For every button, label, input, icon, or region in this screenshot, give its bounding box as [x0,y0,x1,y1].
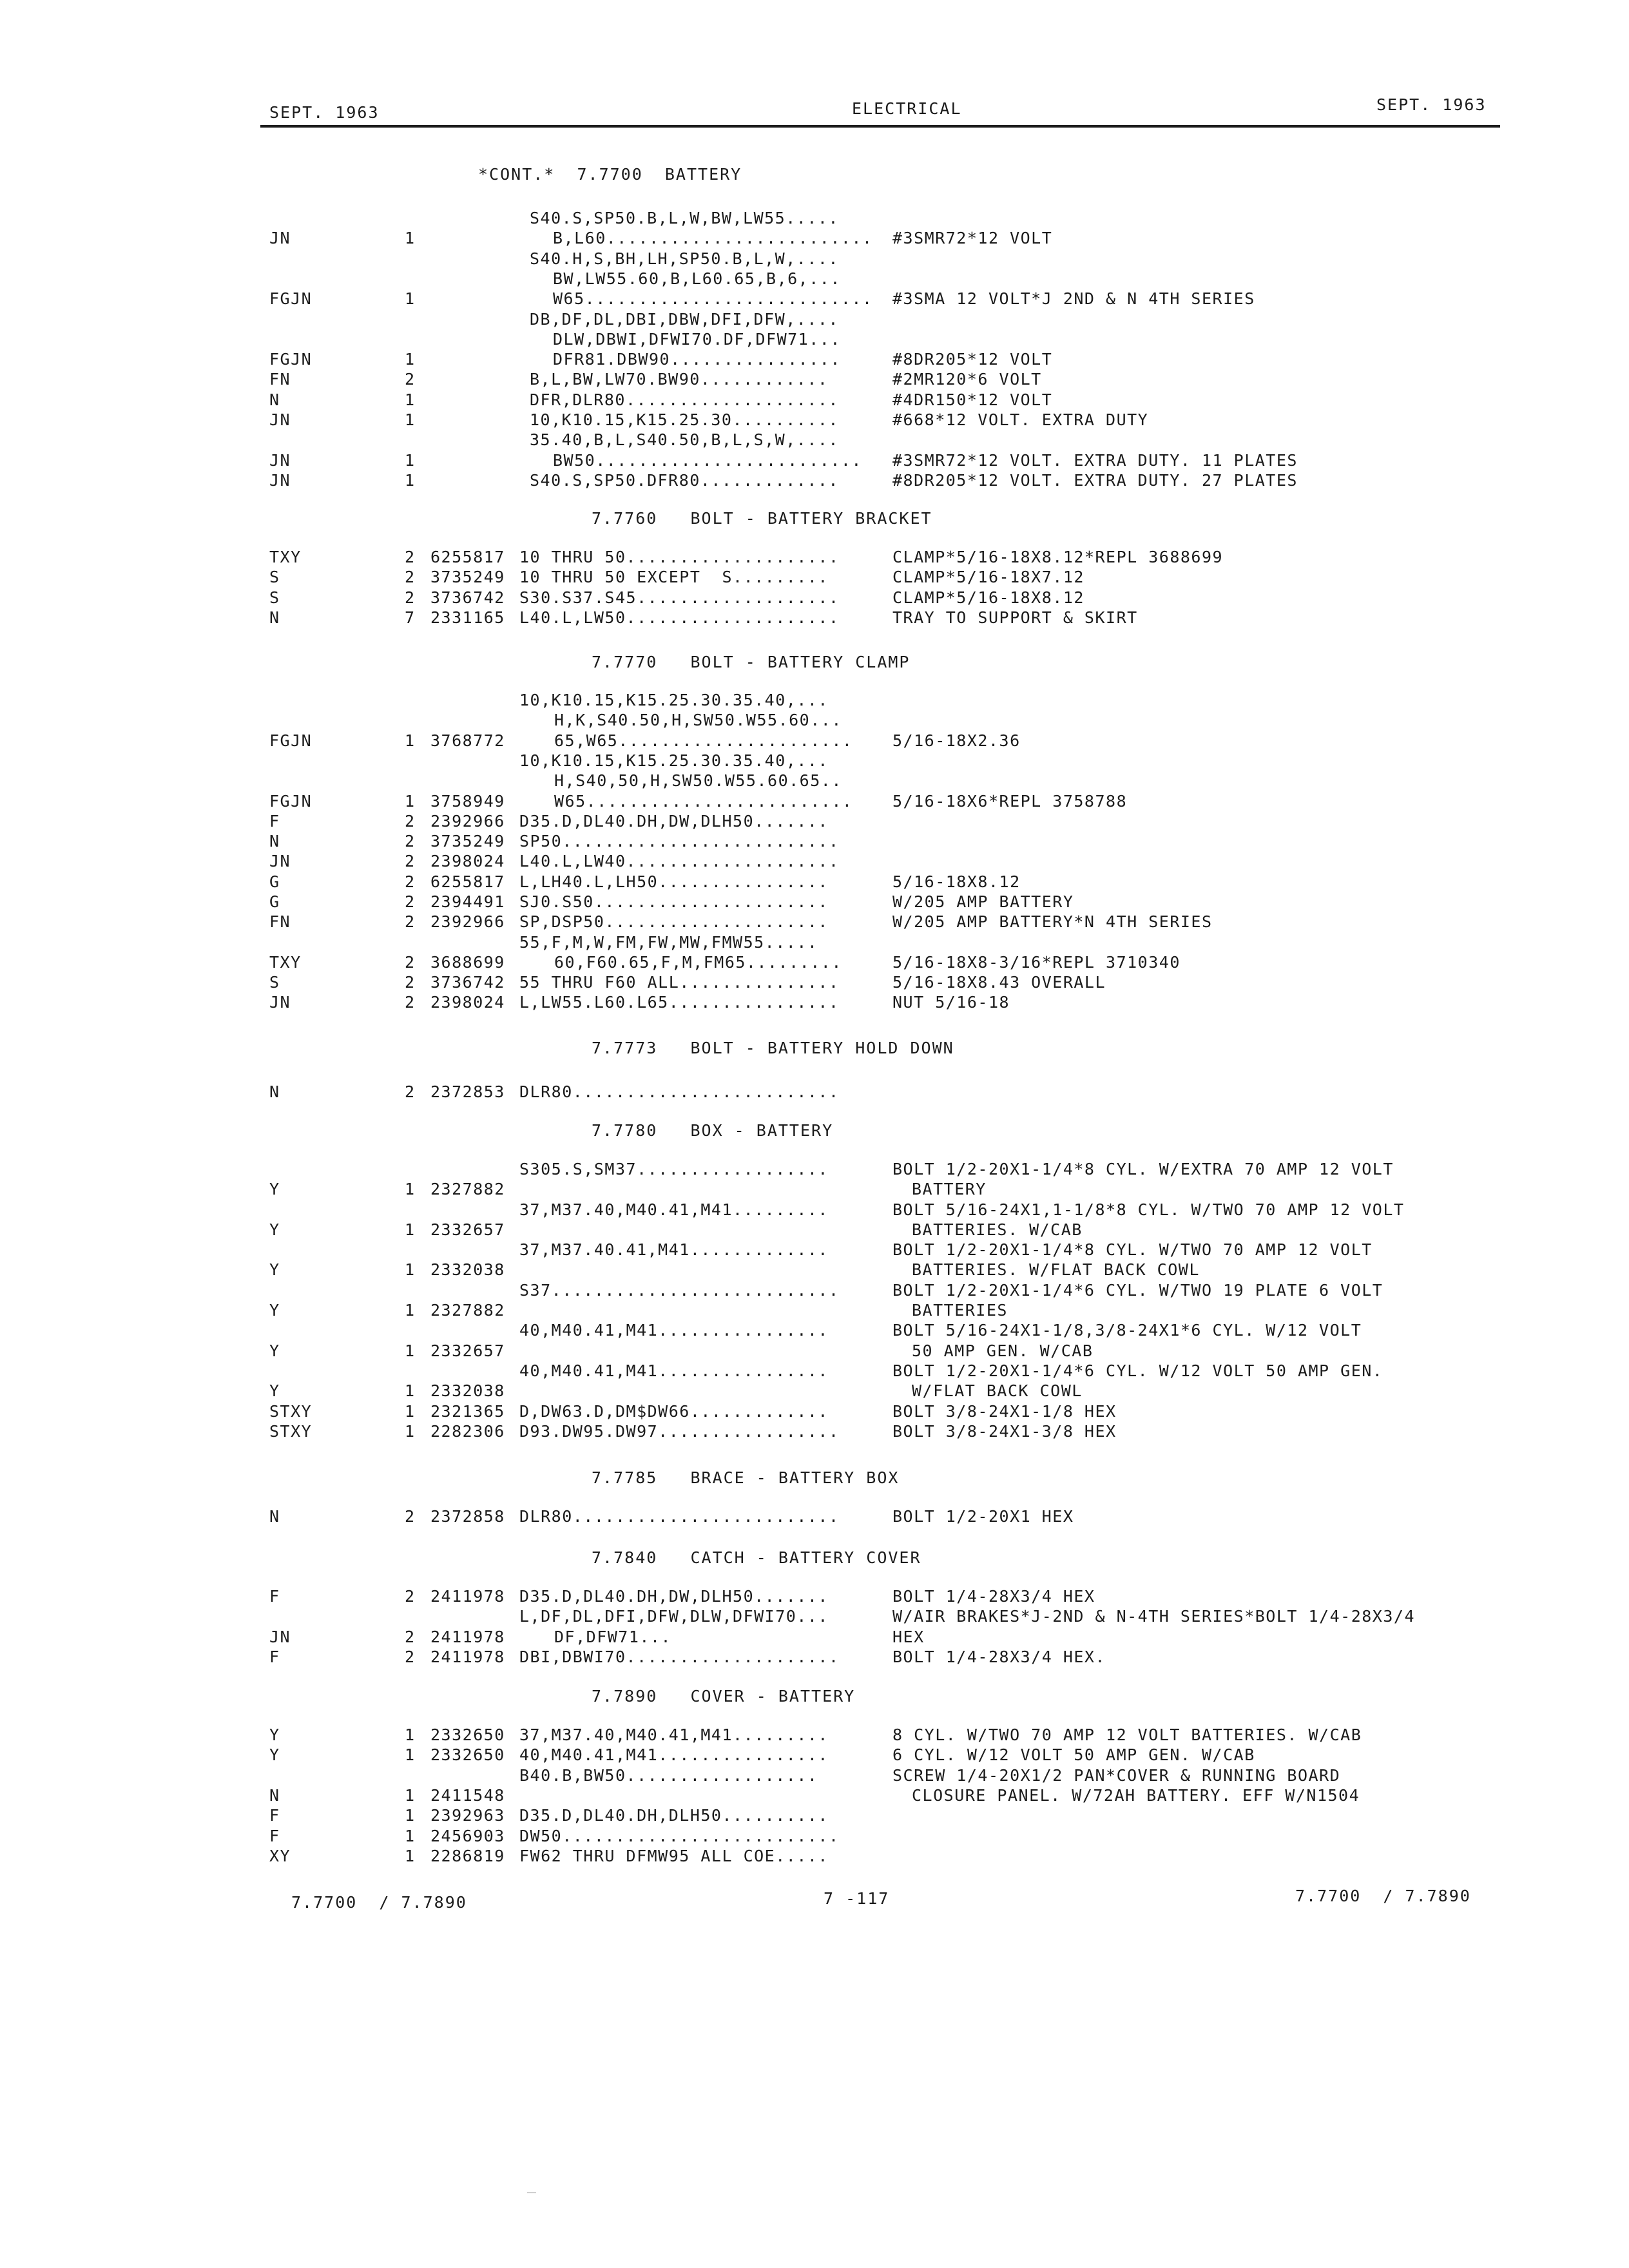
row-qty: 1 [405,1847,416,1865]
row-models: DLR80......................... [519,1507,840,1526]
section-title: *CONT.* 7.7700 BATTERY [478,165,742,184]
row-part-number: 2411978 [430,1628,505,1646]
row-description: #4DR150*12 VOLT [892,390,1053,409]
row-models: DFR,DLR80.................... [530,390,839,409]
row-part-number: 2411978 [430,1648,505,1666]
row-part-number: 2372853 [430,1082,505,1101]
row-qty: 2 [405,812,416,831]
row-part-number: 2411978 [430,1587,505,1606]
row-description: NUT 5/16-18 [892,993,1010,1012]
row-models: 10,K10.15,K15.25.30.......... [530,410,839,429]
row-part-number: 2327882 [430,1301,505,1320]
row-models: W65......................... [554,792,853,811]
row-code: FGJN [269,792,313,811]
row-models: 10 THRU 50.................... [519,548,840,566]
row-code: N [269,1082,280,1101]
row-models: SP50.......................... [519,832,840,850]
row-code: FN [269,370,291,389]
row-description: #668*12 VOLT. EXTRA DUTY [892,410,1149,429]
row-description: BATTERIES [912,1301,1008,1320]
row-models: 10,K10.15,K15.25.30.35.40,... [519,751,829,770]
row-code: JN [269,451,291,470]
row-models: S40.S,SP50.DFR80............. [530,471,839,490]
row-description: 5/16-18X6*REPL 3758788 [892,792,1128,811]
row-description: CLAMP*5/16-18X8.12 [892,588,1084,607]
row-models: S40.S,SP50.B,L,W,BW,LW55..... [530,209,839,227]
row-models: FW62 THRU DFMW95 ALL COE..... [519,1847,829,1865]
row-code: F [269,1806,280,1825]
section-title: 7.7785 BRACE - BATTERY BOX [592,1468,900,1487]
row-description: BOLT 1/2-20X1-1/4*8 CYL. W/EXTRA 70 AMP 12 VOLT [892,1160,1394,1178]
row-qty: 7 [405,608,416,627]
row-code: Y [269,1301,280,1320]
row-qty: 1 [405,1381,416,1400]
header-rule [260,125,1500,128]
row-part-number: 3758949 [430,792,505,811]
row-qty: 1 [405,1422,416,1441]
row-models: S37........................... [519,1281,840,1300]
row-description: 6 CYL. W/12 VOLT 50 AMP GEN. W/CAB [892,1745,1255,1764]
row-code: N [269,608,280,627]
row-qty: 2 [405,852,416,870]
row-part-number: 2282306 [430,1422,505,1441]
row-code: F [269,1827,280,1845]
row-models: S30.S37.S45................... [519,588,840,607]
row-description: BOLT 1/4-28X3/4 HEX. [892,1648,1106,1666]
row-code: Y [269,1745,280,1764]
row-qty: 2 [405,1648,416,1666]
row-description: BOLT 1/4-28X3/4 HEX [892,1587,1095,1606]
row-models: 10,K10.15,K15.25.30.35.40,... [519,691,829,709]
row-models: DLW,DBWI,DFWI70.DF,DFW71... [553,330,841,349]
row-description: W/FLAT BACK COWL [912,1381,1083,1400]
row-models: 60,F60.65,F,M,FM65......... [554,953,842,972]
row-part-number: 2321365 [430,1402,505,1421]
row-description: 5/16-18X8-3/16*REPL 3710340 [892,953,1181,972]
row-description: #3SMR72*12 VOLT. EXTRA DUTY. 11 PLATES [892,451,1298,470]
header-center: ELECTRICAL [852,99,962,118]
row-code: G [269,872,280,891]
row-part-number: 3736742 [430,588,505,607]
row-description: HEX [892,1628,925,1646]
row-qty: 1 [405,1301,416,1320]
row-models: DW50.......................... [519,1827,840,1845]
row-part-number: 3735249 [430,568,505,586]
row-models: SJ0.S50...................... [519,892,829,911]
row-qty: 1 [405,451,416,470]
row-models: SP,DSP50..................... [519,912,829,931]
row-models: DBI,DBWI70.................... [519,1648,840,1666]
row-description: BOLT 1/2-20X1-1/4*6 CYL. W/TWO 19 PLATE 6 VOLT [892,1281,1383,1300]
row-code: S [269,588,280,607]
row-qty: 1 [405,1786,416,1805]
row-qty: 1 [405,1745,416,1764]
row-description: BATTERIES. W/CAB [912,1220,1083,1239]
row-models: 65,W65...................... [554,731,853,750]
row-description: 5/16-18X8.12 [892,872,1021,891]
footer-left: 7.7700 / 7.7890 [291,1893,467,1912]
row-description: 50 AMP GEN. W/CAB [912,1341,1094,1360]
header-right: SEPT. 1963 [1376,95,1487,114]
row-qty: 1 [405,1220,416,1239]
row-models: L40.L,LW40.................... [519,852,840,870]
row-description: 5/16-18X2.36 [892,731,1021,750]
row-part-number: 2332657 [430,1341,505,1360]
row-models: D,DW63.D,DM$DW66............. [519,1402,829,1421]
row-part-number: 2394491 [430,892,505,911]
row-qty: 1 [405,410,416,429]
row-part-number: 2392963 [430,1806,505,1825]
row-description: #8DR205*12 VOLT [892,350,1053,369]
section-title: 7.7890 COVER - BATTERY [592,1687,856,1706]
row-qty: 1 [405,1827,416,1845]
row-description: BOLT 5/16-24X1,1-1/8*8 CYL. W/TWO 70 AMP 12 VOLT [892,1200,1405,1219]
row-qty: 1 [405,1260,416,1279]
row-models: 37,M37.40,M40.41,M41......... [519,1725,829,1744]
row-code: STXY [269,1422,313,1441]
row-code: G [269,892,280,911]
row-qty: 2 [405,832,416,850]
row-description: BOLT 1/2-20X1-1/4*8 CYL. W/TWO 70 AMP 12 VOLT [892,1240,1373,1259]
row-qty: 2 [405,588,416,607]
row-code: Y [269,1180,280,1198]
row-qty: 1 [405,731,416,750]
row-qty: 2 [405,568,416,586]
row-qty: 1 [405,289,416,308]
row-models: 55 THRU F60 ALL............... [519,973,840,992]
scan-mark [527,2192,536,2193]
row-description: BATTERIES. W/FLAT BACK COWL [912,1260,1200,1279]
row-description: TRAY TO SUPPORT & SKIRT [892,608,1138,627]
row-qty: 2 [405,1628,416,1646]
row-models: S40.H,S,BH,LH,SP50.B,L,W,.... [530,249,839,268]
row-models: 40,M40.41,M41................ [519,1321,829,1340]
row-qty: 2 [405,912,416,931]
row-models: 35.40,B,L,S40.50,B,L,S,W,.... [530,430,839,449]
row-description: BOLT 3/8-24X1-1/8 HEX [892,1402,1117,1421]
row-qty: 2 [405,548,416,566]
row-qty: 1 [405,1806,416,1825]
row-part-number: 2456903 [430,1827,505,1845]
row-part-number: 6255817 [430,872,505,891]
footer-right: 7.7700 / 7.7890 [1295,1887,1471,1905]
row-models: L,LW55.L60.L65................ [519,993,840,1012]
section-title: 7.7770 BOLT - BATTERY CLAMP [592,653,911,671]
row-qty: 1 [405,1402,416,1421]
row-code: N [269,390,280,409]
row-description: W/205 AMP BATTERY [892,892,1074,911]
row-models: D35.D,DL40.DH,DLH50.......... [519,1806,829,1825]
row-models: 37,M37.40,M40.41,M41......... [519,1200,829,1219]
row-models: W65........................... [553,289,873,308]
row-description: CLOSURE PANEL. W/72AH BATTERY. EFF W/N1504 [912,1786,1360,1805]
row-code: FGJN [269,731,313,750]
row-code: F [269,812,280,831]
row-code: Y [269,1341,280,1360]
row-description: #3SMA 12 VOLT*J 2ND & N 4TH SERIES [892,289,1255,308]
row-qty: 2 [405,1507,416,1526]
row-qty: 2 [405,1082,416,1101]
row-part-number: 2332650 [430,1745,505,1764]
row-models: S305.S,SM37.................. [519,1160,829,1178]
section-title: 7.7780 BOX - BATTERY [592,1121,834,1140]
row-models: DLR80......................... [519,1082,840,1101]
row-part-number: 6255817 [430,548,505,566]
row-description: BATTERY [912,1180,987,1198]
row-code: Y [269,1260,280,1279]
row-part-number: 2331165 [430,608,505,627]
row-models: D35.D,DL40.DH,DW,DLH50....... [519,812,829,831]
row-description: BOLT 1/2-20X1 HEX [892,1507,1074,1526]
row-code: JN [269,1628,291,1646]
row-part-number: 3735249 [430,832,505,850]
row-code: S [269,568,280,586]
row-models: 40,M40.41,M41................ [519,1745,829,1764]
row-models: DF,DFW71... [554,1628,672,1646]
row-code: FN [269,912,291,931]
row-models: 10 THRU 50 EXCEPT S......... [519,568,829,586]
row-qty: 1 [405,1180,416,1198]
row-code: N [269,832,280,850]
row-code: STXY [269,1402,313,1421]
row-code: Y [269,1725,280,1744]
row-models: 37,M37.40.41,M41............. [519,1240,829,1259]
row-models: BW50......................... [553,451,862,470]
row-description: 8 CYL. W/TWO 70 AMP 12 VOLT BATTERIES. W/CAB [892,1725,1362,1744]
row-description: W/AIR BRAKES*J-2ND & N-4TH SERIES*BOLT 1/4-28X3/4 [892,1607,1416,1626]
row-models: L,LH40.L,LH50................ [519,872,829,891]
row-description: CLAMP*5/16-18X7.12 [892,568,1084,586]
row-qty: 1 [405,1341,416,1360]
row-code: F [269,1587,280,1606]
row-models: BW,LW55.60,B,L60.65,B,6,... [553,269,841,288]
row-description: 5/16-18X8.43 OVERALL [892,973,1106,992]
row-qty: 2 [405,973,416,992]
section-title: 7.7760 BOLT - BATTERY BRACKET [592,509,932,528]
section-title: 7.7840 CATCH - BATTERY COVER [592,1548,921,1567]
row-models: B,L60......................... [553,229,873,247]
row-code: FGJN [269,289,313,308]
row-qty: 2 [405,370,416,389]
row-part-number: 2332038 [430,1260,505,1279]
row-qty: 2 [405,872,416,891]
row-description: SCREW 1/4-20X1/2 PAN*COVER & RUNNING BOARD [892,1766,1341,1785]
row-part-number: 2327882 [430,1180,505,1198]
row-models: 40,M40.41,M41................ [519,1361,829,1380]
row-part-number: 3768772 [430,731,505,750]
row-description: BOLT 5/16-24X1-1/8,3/8-24X1*6 CYL. W/12 VOLT [892,1321,1362,1340]
row-part-number: 2411548 [430,1786,505,1805]
row-part-number: 2398024 [430,852,505,870]
row-models: DB,DF,DL,DBI,DBW,DFI,DFW,.... [530,310,839,329]
row-description: CLAMP*5/16-18X8.12*REPL 3688699 [892,548,1224,566]
row-part-number: 2392966 [430,912,505,931]
row-description: #2MR120*6 VOLT [892,370,1042,389]
row-description: #3SMR72*12 VOLT [892,229,1053,247]
row-code: F [269,1648,280,1666]
row-code: TXY [269,548,302,566]
row-code: JN [269,410,291,429]
row-models: 55,F,M,W,FM,FW,MW,FMW55..... [519,933,818,952]
row-code: JN [269,852,291,870]
row-qty: 1 [405,229,416,247]
row-description: BOLT 3/8-24X1-3/8 HEX [892,1422,1117,1441]
row-part-number: 2372858 [430,1507,505,1526]
row-models: D35.D,DL40.DH,DW,DLH50....... [519,1587,829,1606]
row-models: DFR81.DBW90................ [553,350,841,369]
footer-center: 7 -117 [824,1889,890,1908]
row-code: JN [269,471,291,490]
row-code: JN [269,229,291,247]
row-part-number: 2332038 [430,1381,505,1400]
row-code: Y [269,1220,280,1239]
row-qty: 1 [405,390,416,409]
row-qty: 2 [405,892,416,911]
row-code: JN [269,993,291,1012]
row-part-number: 3688699 [430,953,505,972]
row-models: H,S40,50,H,SW50.W55.60.65.. [554,771,842,790]
row-code: XY [269,1847,291,1865]
row-qty: 2 [405,993,416,1012]
row-code: N [269,1507,280,1526]
row-code: Y [269,1381,280,1400]
row-qty: 1 [405,1725,416,1744]
header-left: SEPT. 1963 [269,103,380,122]
row-qty: 2 [405,1587,416,1606]
row-part-number: 2392966 [430,812,505,831]
row-code: N [269,1786,280,1805]
row-part-number: 2332650 [430,1725,505,1744]
row-code: TXY [269,953,302,972]
row-qty: 1 [405,792,416,811]
section-title: 7.7773 BOLT - BATTERY HOLD DOWN [592,1039,954,1057]
row-models: D93.DW95.DW97................. [519,1422,840,1441]
row-models: L,DF,DL,DFI,DFW,DLW,DFWI70... [519,1607,829,1626]
row-code: S [269,973,280,992]
row-part-number: 2398024 [430,993,505,1012]
row-part-number: 2332657 [430,1220,505,1239]
row-models: L40.L,LW50.................... [519,608,840,627]
row-models: B,L,BW,LW70.BW90............ [530,370,829,389]
row-models: B40.B,BW50.................. [519,1766,818,1785]
row-part-number: 3736742 [430,973,505,992]
row-description: #8DR205*12 VOLT. EXTRA DUTY. 27 PLATES [892,471,1298,490]
row-description: BOLT 1/2-20X1-1/4*6 CYL. W/12 VOLT 50 AMP GEN. [892,1361,1383,1380]
row-models: H,K,S40.50,H,SW50.W55.60... [554,711,842,729]
row-part-number: 2286819 [430,1847,505,1865]
row-qty: 1 [405,350,416,369]
row-description: W/205 AMP BATTERY*N 4TH SERIES [892,912,1213,931]
row-qty: 1 [405,471,416,490]
row-qty: 2 [405,953,416,972]
row-code: FGJN [269,350,313,369]
